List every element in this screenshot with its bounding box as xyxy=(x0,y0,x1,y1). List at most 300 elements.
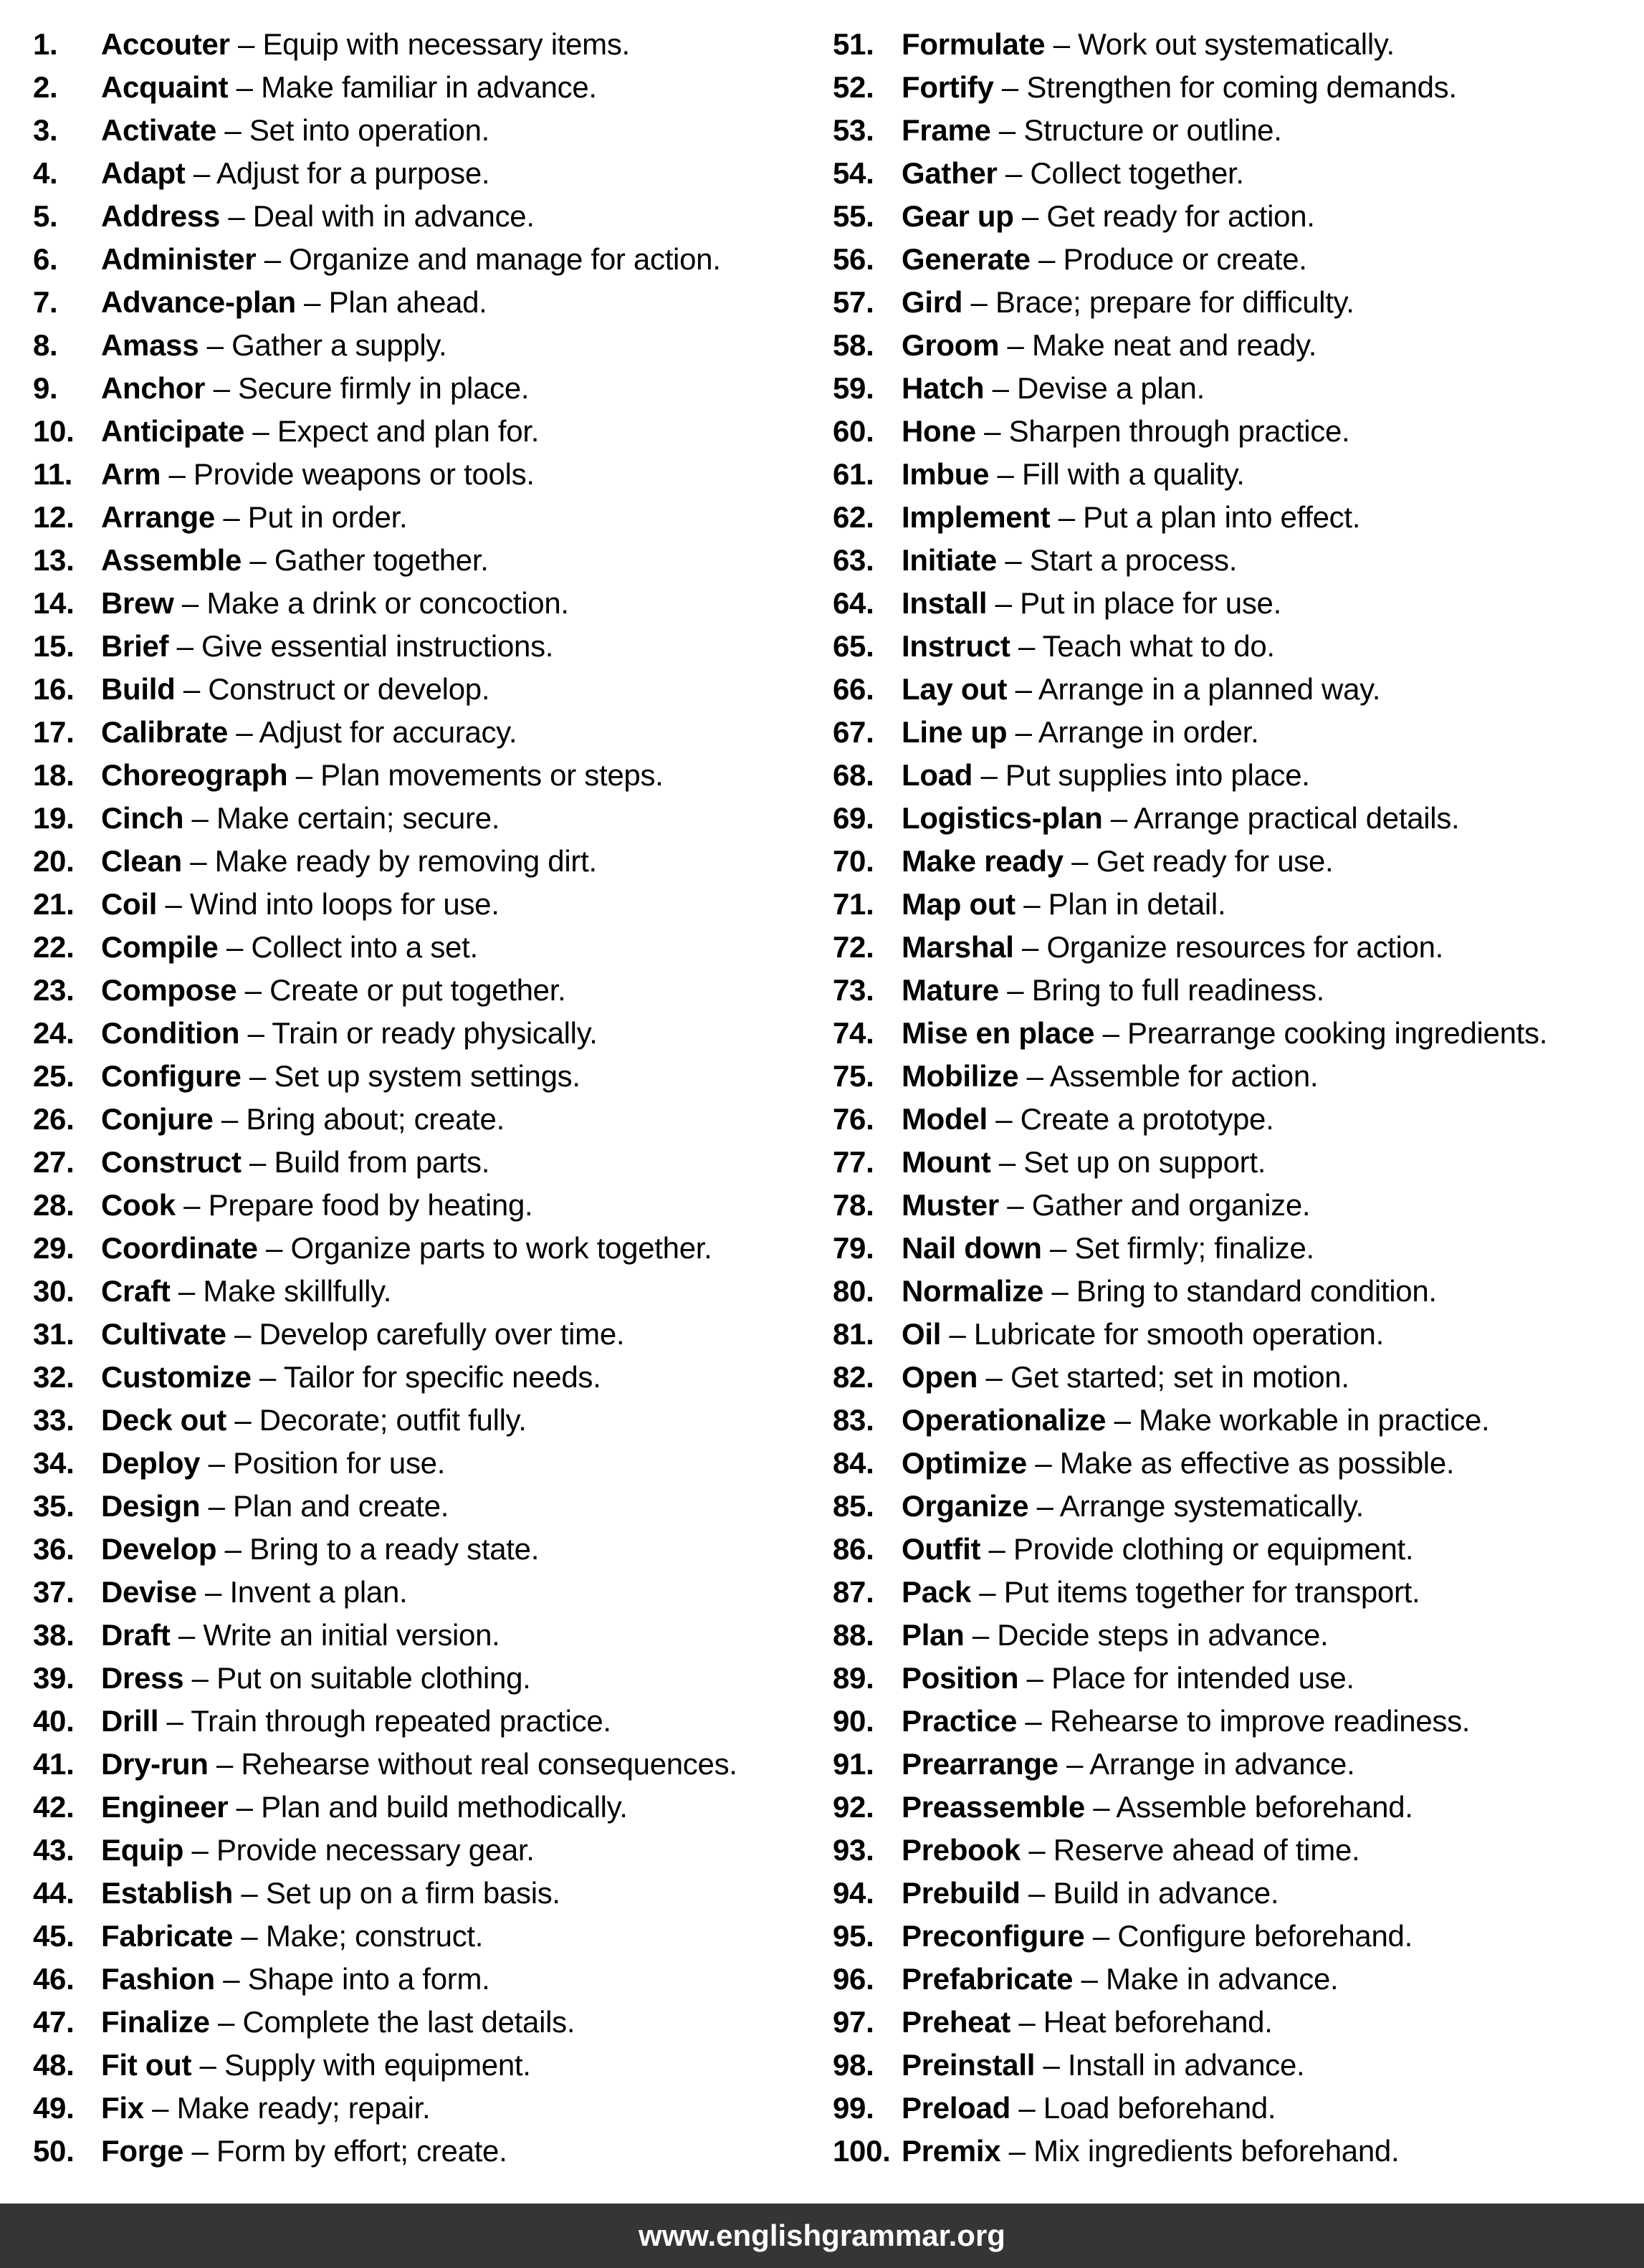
item-separator: – xyxy=(199,328,232,362)
item-definition: Assemble for action. xyxy=(1049,1059,1319,1093)
item-number: 5. xyxy=(33,199,58,233)
item-number: 96. xyxy=(833,1962,874,1996)
item-term: Logistics-plan xyxy=(902,801,1103,835)
item-term: Draft xyxy=(101,1618,171,1652)
item-number: 39. xyxy=(33,1661,75,1695)
item-number: 58. xyxy=(833,328,874,362)
list-item xyxy=(833,1270,1635,1313)
list-item xyxy=(33,1743,807,1786)
item-definition: Adjust for accuracy. xyxy=(259,715,517,749)
list-item xyxy=(833,1227,1635,1270)
item-separator: – xyxy=(1084,1790,1117,1824)
item-definition: Arrange systematically. xyxy=(1059,1489,1364,1523)
item-term: Engineer xyxy=(101,1790,229,1824)
item-separator: – xyxy=(170,1274,204,1308)
item-term: Administer xyxy=(101,242,257,276)
item-number: 67. xyxy=(833,715,874,749)
item-term: Accouter xyxy=(101,27,230,61)
item-definition: Fill with a quality. xyxy=(1021,457,1245,491)
list-item xyxy=(833,2001,1635,2044)
item-definition: Tailor for specific needs. xyxy=(283,1360,601,1394)
item-definition: Assemble beforehand. xyxy=(1116,1790,1413,1824)
item-number: 100. xyxy=(833,2134,891,2168)
item-definition: Lubricate for smooth operation. xyxy=(973,1317,1384,1351)
item-definition: Adjust for a purpose. xyxy=(216,156,490,190)
item-definition: Give essential instructions. xyxy=(201,629,554,663)
item-separator: – xyxy=(1058,1747,1090,1781)
list-item xyxy=(33,539,807,582)
item-term: Oil xyxy=(902,1317,942,1351)
item-definition: Equip with necessary items. xyxy=(262,27,630,61)
list-item xyxy=(33,1184,807,1227)
item-definition: Plan and build methodically. xyxy=(261,1790,628,1824)
item-separator: – xyxy=(173,586,207,620)
list-item xyxy=(833,23,1635,66)
item-term: Formulate xyxy=(902,27,1046,61)
item-definition: Sharpen through practice. xyxy=(1008,414,1350,448)
item-definition: Make a drink or concoction. xyxy=(206,586,569,620)
list-item xyxy=(833,754,1635,797)
item-separator: – xyxy=(143,2091,177,2125)
item-term: Gear up xyxy=(902,199,1014,233)
item-term: Coordinate xyxy=(101,1231,258,1265)
item-separator: – xyxy=(218,930,252,964)
item-term: Plan xyxy=(902,1618,965,1652)
item-term: Devise xyxy=(101,1575,197,1609)
item-number: 45. xyxy=(33,1919,75,1953)
item-number: 77. xyxy=(833,1145,874,1179)
item-term: Normalize xyxy=(902,1274,1044,1308)
item-separator: – xyxy=(1043,1274,1076,1308)
item-separator: – xyxy=(1094,1016,1128,1050)
list-item xyxy=(833,711,1635,754)
item-separator: – xyxy=(1010,629,1043,663)
item-term: Cinch xyxy=(101,801,184,835)
item-term: Marshal xyxy=(902,930,1014,964)
list-item xyxy=(33,2087,807,2130)
list-item xyxy=(833,1098,1635,1141)
item-term: Load xyxy=(902,758,973,792)
item-separator: – xyxy=(200,1489,234,1523)
item-term: Develop xyxy=(101,1532,217,1566)
item-number: 38. xyxy=(33,1618,75,1652)
item-term: Line up xyxy=(902,715,1008,749)
item-separator: – xyxy=(1010,2005,1043,2039)
item-separator: – xyxy=(1010,2091,1043,2125)
list-item xyxy=(33,883,807,926)
item-definition: Train or ready physically. xyxy=(272,1016,598,1050)
list-item xyxy=(833,1356,1635,1399)
item-number: 70. xyxy=(833,844,874,878)
item-term: Equip xyxy=(101,1833,184,1867)
item-separator: – xyxy=(256,242,290,276)
item-separator: – xyxy=(228,715,259,749)
list-item xyxy=(33,1614,807,1657)
item-term: Nail down xyxy=(902,1231,1042,1265)
item-term: Amass xyxy=(101,328,199,362)
item-number: 74. xyxy=(833,1016,874,1050)
item-definition: Plan and create. xyxy=(233,1489,449,1523)
item-number: 85. xyxy=(833,1489,874,1523)
item-separator: – xyxy=(1000,2134,1034,2168)
item-term: Preheat xyxy=(902,2005,1010,2039)
footer-website-link[interactable]: www.englishgrammar.org xyxy=(639,2219,1005,2252)
item-number: 37. xyxy=(33,1575,75,1609)
item-number: 49. xyxy=(33,2091,75,2125)
item-number: 28. xyxy=(33,1188,75,1222)
list-item xyxy=(833,152,1635,195)
item-definition: Wind into loops for use. xyxy=(189,887,500,921)
list-item xyxy=(33,152,807,195)
item-number: 47. xyxy=(33,2005,75,2039)
item-separator: – xyxy=(1017,1704,1050,1738)
list-item xyxy=(33,2001,807,2044)
item-definition: Get ready for action. xyxy=(1046,199,1315,233)
list-item xyxy=(833,324,1635,367)
item-definition: Arrange in advance. xyxy=(1089,1747,1355,1781)
item-number: 94. xyxy=(833,1876,874,1910)
item-definition: Create or put together. xyxy=(269,973,566,1007)
list-item xyxy=(33,23,807,66)
item-number: 75. xyxy=(833,1059,874,1093)
list-item xyxy=(833,1829,1635,1872)
list-item xyxy=(833,1614,1635,1657)
item-definition: Make workable in practice. xyxy=(1139,1403,1490,1437)
item-definition: Provide weapons or tools. xyxy=(193,457,535,491)
item-number: 4. xyxy=(33,156,58,190)
item-separator: – xyxy=(1020,1876,1053,1910)
item-number: 66. xyxy=(833,672,874,706)
item-number: 16. xyxy=(33,672,75,706)
item-term: Preassemble xyxy=(902,1790,1085,1824)
list-item xyxy=(33,1915,807,1958)
item-term: Condition xyxy=(101,1016,240,1050)
item-definition: Deal with in advance. xyxy=(252,199,535,233)
item-definition: Arrange in a planned way. xyxy=(1038,672,1381,706)
item-term: Muster xyxy=(902,1188,999,1222)
item-definition: Collect together. xyxy=(1030,156,1244,190)
item-term: Initiate xyxy=(902,543,997,577)
item-number: 48. xyxy=(33,2048,75,2082)
item-number: 1. xyxy=(33,27,58,61)
item-number: 26. xyxy=(33,1102,75,1136)
item-separator: – xyxy=(1041,1231,1075,1265)
item-separator: – xyxy=(241,1145,274,1179)
list-item xyxy=(833,1055,1635,1098)
item-number: 65. xyxy=(833,629,874,663)
item-separator: – xyxy=(1035,2048,1068,2082)
item-definition: Organize resources for action. xyxy=(1046,930,1444,964)
item-separator: – xyxy=(229,27,263,61)
item-definition: Build in advance. xyxy=(1053,1876,1279,1910)
item-definition: Develop carefully over time. xyxy=(259,1317,625,1351)
item-number: 9. xyxy=(33,371,58,405)
list-item xyxy=(33,324,807,367)
item-definition: Put supplies into place. xyxy=(1005,758,1310,792)
item-definition: Supply with equipment. xyxy=(224,2048,531,2082)
item-separator: – xyxy=(1028,1489,1060,1523)
item-term: Choreograph xyxy=(101,758,288,792)
item-term: Cook xyxy=(101,1188,176,1222)
item-term: Mobilize xyxy=(902,1059,1019,1093)
item-term: Hatch xyxy=(902,371,985,405)
item-term: Hone xyxy=(902,414,976,448)
item-number: 98. xyxy=(833,2048,874,2082)
item-separator: – xyxy=(213,1102,247,1136)
item-term: Fabricate xyxy=(101,1919,234,1953)
item-separator: – xyxy=(993,70,1027,104)
item-separator: – xyxy=(295,285,329,319)
list-item xyxy=(33,1571,807,1614)
item-definition: Make certain; secure. xyxy=(216,801,500,835)
list-item xyxy=(833,1700,1635,1743)
item-definition: Set into operation. xyxy=(249,113,490,147)
list-item xyxy=(33,1485,807,1528)
item-separator: – xyxy=(1018,1661,1052,1695)
list-item xyxy=(33,410,807,453)
item-number: 30. xyxy=(33,1274,75,1308)
item-term: Model xyxy=(902,1102,988,1136)
list-item xyxy=(833,1184,1635,1227)
item-number: 99. xyxy=(833,2091,874,2125)
item-term: Preinstall xyxy=(902,2048,1036,2082)
item-separator: – xyxy=(236,973,270,1007)
item-separator: – xyxy=(233,1919,266,1953)
list-item xyxy=(33,1270,807,1313)
list-item xyxy=(833,1915,1635,1958)
item-definition: Mix ingredients beforehand. xyxy=(1033,2134,1400,2168)
item-number: 34. xyxy=(33,1446,75,1480)
list-item xyxy=(833,66,1635,109)
item-term: Acquaint xyxy=(101,70,229,104)
item-separator: – xyxy=(1050,500,1084,534)
item-number: 23. xyxy=(33,973,75,1007)
item-definition: Make neat and ready. xyxy=(1031,328,1317,362)
item-number: 6. xyxy=(33,242,58,276)
list-item xyxy=(33,238,807,281)
item-separator: – xyxy=(962,285,995,319)
item-definition: Decide steps in advance. xyxy=(997,1618,1329,1652)
list-item xyxy=(33,711,807,754)
item-separator: – xyxy=(1007,715,1038,749)
item-separator: – xyxy=(214,1962,248,1996)
item-separator: – xyxy=(998,973,1032,1007)
item-definition: Shape into a form. xyxy=(247,1962,490,1996)
item-separator: – xyxy=(191,2048,224,2082)
item-term: Prebuild xyxy=(902,1876,1021,1910)
item-term: Dry-run xyxy=(101,1747,209,1781)
list-item xyxy=(33,926,807,969)
item-definition: Make familiar in advance. xyxy=(261,70,597,104)
item-number: 17. xyxy=(33,715,75,749)
item-number: 87. xyxy=(833,1575,874,1609)
item-number: 63. xyxy=(833,543,874,577)
item-separator: – xyxy=(226,1317,259,1351)
item-number: 64. xyxy=(833,586,874,620)
item-number: 53. xyxy=(833,113,874,147)
item-separator: – xyxy=(1007,672,1038,706)
item-separator: – xyxy=(158,1704,191,1738)
item-number: 40. xyxy=(33,1704,75,1738)
list-item xyxy=(33,797,807,840)
list-item xyxy=(33,1700,807,1743)
item-definition: Collect into a set. xyxy=(251,930,478,964)
item-term: Operationalize xyxy=(902,1403,1107,1437)
item-term: Dress xyxy=(101,1661,184,1695)
item-separator: – xyxy=(228,70,262,104)
item-number: 69. xyxy=(833,801,874,835)
list-item xyxy=(833,238,1635,281)
item-number: 52. xyxy=(833,70,874,104)
item-number: 62. xyxy=(833,500,874,534)
item-definition: Heat beforehand. xyxy=(1043,2005,1273,2039)
item-definition: Structure or outline. xyxy=(1023,113,1282,147)
item-term: Preconfigure xyxy=(902,1919,1085,1953)
item-number: 20. xyxy=(33,844,75,878)
list-item xyxy=(33,1055,807,1098)
item-definition: Plan in detail. xyxy=(1048,887,1226,921)
item-term: Lay out xyxy=(902,672,1008,706)
list-item xyxy=(833,496,1635,539)
item-number: 33. xyxy=(33,1403,75,1437)
item-definition: Gather and organize. xyxy=(1031,1188,1311,1222)
item-separator: – xyxy=(244,414,277,448)
list-item xyxy=(833,797,1635,840)
list-item xyxy=(833,1313,1635,1356)
item-term: Construct xyxy=(101,1145,242,1179)
item-term: Map out xyxy=(902,887,1015,921)
list-item xyxy=(833,410,1635,453)
item-number: 24. xyxy=(33,1016,75,1050)
item-separator: – xyxy=(205,371,238,405)
item-definition: Gather together. xyxy=(274,543,489,577)
item-definition: Make skillfully. xyxy=(203,1274,392,1308)
item-term: Calibrate xyxy=(101,715,229,749)
item-term: Gather xyxy=(902,156,998,190)
item-separator: – xyxy=(980,1532,1013,1566)
item-definition: Brace; prepare for difficulty. xyxy=(995,285,1354,319)
item-definition: Bring to full readiness. xyxy=(1031,973,1325,1007)
list-item xyxy=(33,367,807,410)
item-term: Mise en place xyxy=(902,1016,1095,1050)
list-item xyxy=(833,840,1635,883)
item-term: Position xyxy=(902,1661,1019,1695)
item-definition: Invent a plan. xyxy=(229,1575,408,1609)
item-separator: – xyxy=(1045,27,1079,61)
item-term: Implement xyxy=(902,500,1051,534)
list-item xyxy=(833,109,1635,152)
list-item xyxy=(33,2044,807,2087)
list-item xyxy=(833,1141,1635,1184)
item-term: Mount xyxy=(902,1145,991,1179)
item-definition: Build from parts. xyxy=(274,1145,490,1179)
item-separator: – xyxy=(242,543,274,577)
item-term: Customize xyxy=(101,1360,252,1394)
item-term: Clean xyxy=(101,844,182,878)
item-number: 27. xyxy=(33,1145,75,1179)
item-term: Gird xyxy=(902,285,963,319)
list-item xyxy=(833,1442,1635,1485)
item-number: 92. xyxy=(833,1790,874,1824)
item-number: 43. xyxy=(33,1833,75,1867)
item-number: 84. xyxy=(833,1446,874,1480)
item-term: Drill xyxy=(101,1704,159,1738)
list-item xyxy=(33,1227,807,1270)
item-number: 18. xyxy=(33,758,75,792)
item-definition: Set up on a firm basis. xyxy=(265,1876,560,1910)
item-term: Configure xyxy=(101,1059,242,1093)
item-definition: Load beforehand. xyxy=(1043,2091,1276,2125)
item-term: Finalize xyxy=(101,2005,210,2039)
list-item xyxy=(33,668,807,711)
item-number: 95. xyxy=(833,1919,874,1953)
list-item xyxy=(833,195,1635,238)
item-definition: Configure beforehand. xyxy=(1117,1919,1413,1953)
item-definition: Make ready by removing dirt. xyxy=(214,844,597,878)
item-separator: – xyxy=(1020,1833,1053,1867)
list-item xyxy=(33,496,807,539)
item-separator: – xyxy=(233,1876,266,1910)
item-term: Adapt xyxy=(101,156,186,190)
item-separator: – xyxy=(251,1360,284,1394)
item-definition: Bring about; create. xyxy=(246,1102,505,1136)
item-number: 97. xyxy=(833,2005,874,2039)
item-number: 31. xyxy=(33,1317,75,1351)
item-separator: – xyxy=(168,629,201,663)
list-item xyxy=(33,840,807,883)
item-separator: – xyxy=(185,156,216,190)
item-definition: Put in place for use. xyxy=(1020,586,1281,620)
item-number: 11. xyxy=(33,457,73,491)
list-item xyxy=(33,582,807,625)
item-separator: – xyxy=(970,1575,1004,1609)
item-term: Groom xyxy=(902,328,1000,362)
item-definition: Put on suitable clothing. xyxy=(216,1661,531,1695)
item-number: 72. xyxy=(833,930,874,964)
item-term: Preload xyxy=(902,2091,1010,2125)
item-definition: Organize and manage for action. xyxy=(289,242,721,276)
list-item xyxy=(833,1012,1635,1055)
list-item xyxy=(33,1786,807,1829)
list-item xyxy=(833,1528,1635,1571)
item-term: Compose xyxy=(101,973,237,1007)
item-number: 50. xyxy=(33,2134,75,2168)
item-number: 91. xyxy=(833,1747,874,1781)
word-list-right-column xyxy=(833,23,1635,2173)
item-definition: Make ready; repair. xyxy=(176,2091,431,2125)
item-number: 89. xyxy=(833,1661,874,1695)
item-number: 21. xyxy=(33,887,75,921)
item-term: Coil xyxy=(101,887,158,921)
list-item xyxy=(833,2044,1635,2087)
item-definition: Put items together for transport. xyxy=(1003,1575,1420,1609)
item-separator: – xyxy=(1013,930,1047,964)
item-definition: Set firmly; finalize. xyxy=(1074,1231,1314,1265)
item-definition: Secure firmly in place. xyxy=(238,371,530,405)
item-separator: – xyxy=(1073,1962,1106,1996)
item-separator: – xyxy=(214,500,248,534)
item-term: Imbue xyxy=(902,457,990,491)
list-item xyxy=(833,1485,1635,1528)
item-term: Build xyxy=(101,672,176,706)
item-number: 51. xyxy=(833,27,874,61)
item-separator: – xyxy=(1084,1919,1118,1953)
item-separator: – xyxy=(226,1403,259,1437)
item-separator: – xyxy=(1015,887,1048,921)
item-term: Make ready xyxy=(902,844,1064,878)
item-number: 90. xyxy=(833,1704,874,1738)
item-number: 56. xyxy=(833,242,874,276)
